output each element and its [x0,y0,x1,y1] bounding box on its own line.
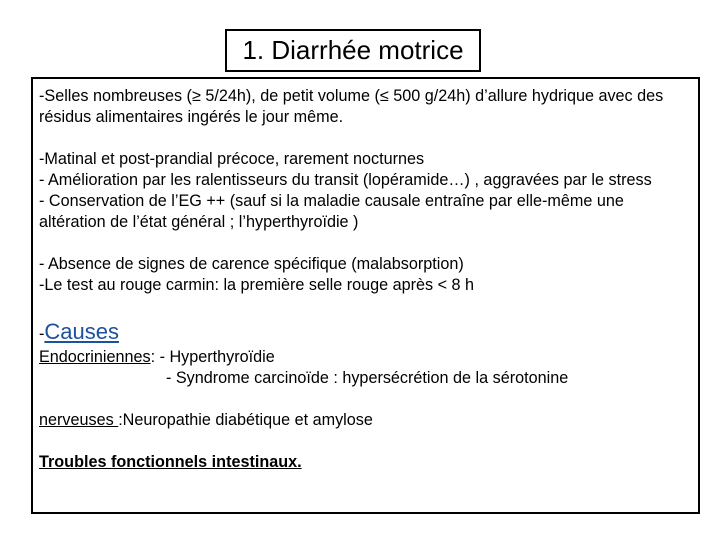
cause-endocrine-item2: - Syndrome carcinoïde : hypersécrétion de la sérotonine [166,369,569,387]
spacer [39,296,692,316]
cause-endocrine [39,347,692,368]
cause-functional: Troubles fonctionnels intestinaux. [39,453,302,471]
spacer [39,233,692,254]
spacer [39,389,692,410]
cause-endocrine-label: Endocriniennes [39,348,151,366]
paragraph-general-state: - Conservation de l’EG ++ (sauf si la maladie causale entraîne par elle-même une altération de l’état général ; l’hyperthyroïdie ) [39,192,624,231]
cause-nervous-text: :Neuropathie diabétique et amylose [118,411,373,429]
paragraph-timing: -Matinal et post-prandial précoce, rarement nocturnes [39,150,425,168]
cause-nervous [39,410,692,431]
cause-endocrine-item1: : - Hyperthyroïdie [150,348,275,366]
paragraph-carmine-test: -Le test au rouge carmin: la première selle rouge après < 8 h [39,276,475,294]
causes-heading-line [39,319,692,347]
spacer [39,128,692,149]
causes-heading: Causes [44,319,119,344]
spacer [39,431,692,452]
slide-title: 1. Diarrhée motrice [225,29,481,72]
causes-dash: - [39,325,45,343]
content-box [31,77,700,514]
cause-nervous-label: nerveuses [39,411,119,429]
paragraph-stool-description: -Selles nombreuses (≥ 5/24h), de petit volume (≤ 500 g/24h) d’allure hydrique avec des résidus alimentaires ingérés le jour même. [39,87,664,126]
paragraph-deficiency: - Absence de signes de carence spécifique (malabsorption) [39,255,464,273]
paragraph-improvement: - Amélioration par les ralentisseurs du transit (lopéramide…) , aggravées par le stress [39,171,652,189]
